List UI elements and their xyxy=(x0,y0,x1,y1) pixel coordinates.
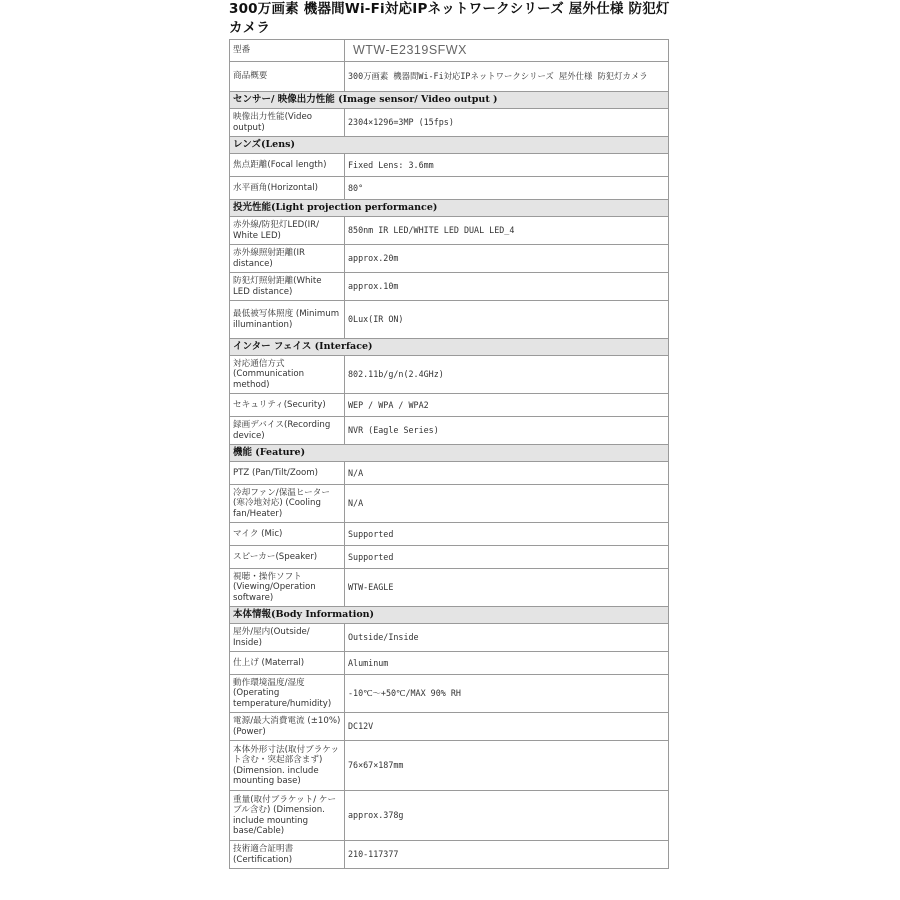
spec-label: 仕上げ (Materral) xyxy=(230,652,345,675)
section-title: センサー/ 映像出力性能 (Image sensor/ Video output ) xyxy=(230,92,669,109)
spec-row xyxy=(230,741,669,791)
spec-label: 冷却ファン/保温ヒーター (寒冷地対応) (Cooling fan/Heater) xyxy=(230,485,345,523)
spec-value: 210-117377 xyxy=(345,841,669,869)
spec-value: NVR (Eagle Series) xyxy=(345,417,669,445)
section-title: 機能 (Feature) xyxy=(230,445,669,462)
spec-label: セキュリティ(Security) xyxy=(230,394,345,417)
section-title: レンズ(Lens) xyxy=(230,137,669,154)
spec-label: マイク (Mic) xyxy=(230,523,345,546)
spec-value: Aluminum xyxy=(345,652,669,675)
spec-row xyxy=(230,652,669,675)
spec-value: Supported xyxy=(345,546,669,569)
spec-label: スピーカー(Speaker) xyxy=(230,546,345,569)
spec-label: 電源/最大消費電流 (±10%)(Power) xyxy=(230,713,345,741)
spec-row xyxy=(230,791,669,841)
spec-value: 850nm IR LED/WHITE LED DUAL LED_4 xyxy=(345,217,669,245)
spec-label: 技術適合証明書 (Certification) xyxy=(230,841,345,869)
spec-row xyxy=(230,462,669,485)
spec-label: 焦点距離(Focal length) xyxy=(230,154,345,177)
spec-row xyxy=(230,301,669,339)
spec-label: 対応通信方式 (Communication method) xyxy=(230,356,345,394)
spec-row xyxy=(230,523,669,546)
spec-row xyxy=(230,841,669,869)
spec-value: Outside/Inside xyxy=(345,624,669,652)
spec-value: N/A xyxy=(345,462,669,485)
spec-value: 76×67×187mm xyxy=(345,741,669,791)
spec-table xyxy=(229,39,669,869)
spec-label: 赤外線照射距離(IR distance) xyxy=(230,245,345,273)
spec-row xyxy=(230,546,669,569)
spec-row xyxy=(230,154,669,177)
spec-row xyxy=(230,569,669,607)
spec-label: 防犯灯照射距離(White LED distance) xyxy=(230,273,345,301)
section-header-row xyxy=(230,137,669,154)
spec-row xyxy=(230,40,669,62)
spec-value: approx.20m xyxy=(345,245,669,273)
spec-label: 重量(取付ブラケット/ ケーブル含む) (Dimension. include mounting base/Cable) xyxy=(230,791,345,841)
spec-label: 水平画角(Horizontal) xyxy=(230,177,345,200)
spec-label: PTZ (Pan/Tilt/Zoom) xyxy=(230,462,345,485)
spec-label: 本体外形寸法(取付ブラケット含む・突起部含まず)(Dimension. include mounting base) xyxy=(230,741,345,791)
spec-row xyxy=(230,356,669,394)
spec-label: 録画デバイス(Recording device) xyxy=(230,417,345,445)
section-header-row xyxy=(230,200,669,217)
section-title: 投光性能(Light projection performance) xyxy=(230,200,669,217)
spec-row xyxy=(230,624,669,652)
spec-row xyxy=(230,273,669,301)
spec-table-body xyxy=(230,40,669,869)
section-title: 本体情報(Body Information) xyxy=(230,607,669,624)
spec-row xyxy=(230,394,669,417)
spec-value: approx.378g xyxy=(345,791,669,841)
spec-value: 0Lux(IR ON) xyxy=(345,301,669,339)
spec-label: 最低被写体照度 (Minimum illuminantion) xyxy=(230,301,345,339)
section-title: インター フェイス (Interface) xyxy=(230,339,669,356)
spec-row xyxy=(230,675,669,713)
spec-value: WTW-EAGLE xyxy=(345,569,669,607)
spec-label: 動作環境温度/湿度 (Operating temperature/humidity) xyxy=(230,675,345,713)
spec-value: 2304×1296=3MP (15fps) xyxy=(345,109,669,137)
spec-row xyxy=(230,713,669,741)
spec-value: -10℃～+50℃/MAX 90% RH xyxy=(345,675,669,713)
spec-label: 映像出力性能(Video output) xyxy=(230,109,345,137)
section-header-row xyxy=(230,92,669,109)
spec-value: Supported xyxy=(345,523,669,546)
spec-row xyxy=(230,485,669,523)
spec-row xyxy=(230,245,669,273)
page-title: 300万画素 機器間Wi-Fi対応IPネットワークシリーズ 屋外仕様 防犯灯カメラ xyxy=(229,1,670,36)
spec-value: 300万画素 機器間Wi-Fi対応IPネットワークシリーズ 屋外仕様 防犯灯カメラ xyxy=(345,62,669,92)
model-number: WTW-E2319SFWX xyxy=(345,40,669,62)
section-header-row xyxy=(230,339,669,356)
spec-label: 視聴・操作ソフト (Viewing/Operation software) xyxy=(230,569,345,607)
spec-label: 赤外線/防犯灯LED(IR/ White LED) xyxy=(230,217,345,245)
spec-value: approx.10m xyxy=(345,273,669,301)
spec-value: DC12V xyxy=(345,713,669,741)
spec-row xyxy=(230,109,669,137)
section-header-row xyxy=(230,607,669,624)
spec-row xyxy=(230,177,669,200)
spec-value: N/A xyxy=(345,485,669,523)
spec-label: 型番 xyxy=(230,40,345,62)
section-header-row xyxy=(230,445,669,462)
spec-row xyxy=(230,62,669,92)
spec-value: 802.11b/g/n(2.4GHz) xyxy=(345,356,669,394)
spec-value: Fixed Lens: 3.6mm xyxy=(345,154,669,177)
spec-label: 商品概要 xyxy=(230,62,345,92)
spec-row xyxy=(230,417,669,445)
spec-label: 屋外/屋内(Outside/ Inside) xyxy=(230,624,345,652)
spec-row xyxy=(230,217,669,245)
spec-value: WEP / WPA / WPA2 xyxy=(345,394,669,417)
spec-value: 80° xyxy=(345,177,669,200)
